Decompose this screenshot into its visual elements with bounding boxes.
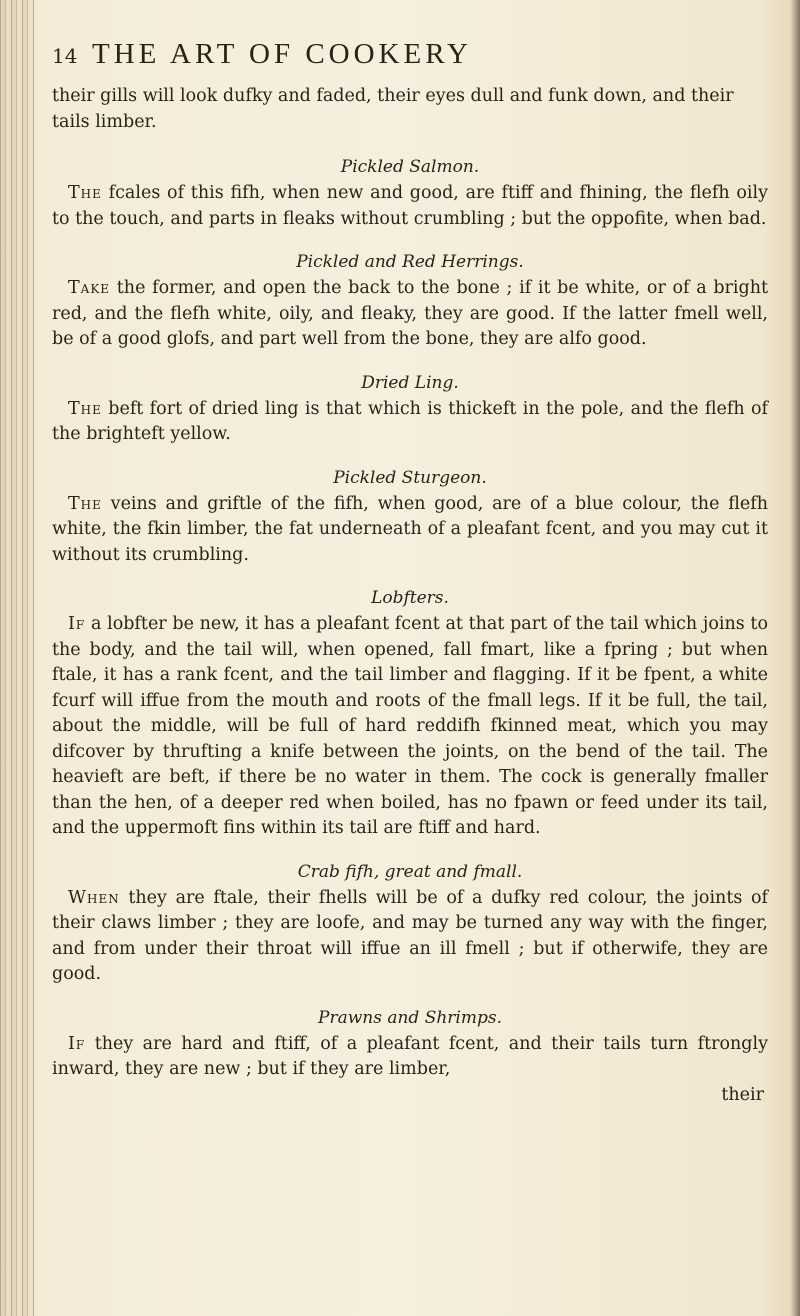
section-lobsters <box>52 588 768 842</box>
catchword: their <box>721 1084 764 1105</box>
lead-word: If <box>68 1033 86 1054</box>
section-pickled-sturgeon <box>52 468 768 569</box>
page-content <box>52 38 768 1108</box>
paragraph-text: a lobfter be new, it has a pleafant fcent at that part of the tail which joins to the body, and the tail will, when opened, fall fmart, like a fpring ; but when ftale, it has a rank fcent, and the tail limber and flagging. If it be fpent, a white fcurf will iffue from the mouth and roots of the fmall legs. If it be full, the tail, about the middle, will be full of hard reddifh fkinned meat, which you may difcover by thrufting a knife between the joints, on the bend of the tail. The heavieft are beft, if there be no water in them. The cock is generally fmaller than the hen, of a deeper red when boiled, has no fpawn or feed under its tail, and the uppermoft fins within its tail are ftiff and hard. <box>52 614 768 838</box>
lead-word: When <box>68 887 120 908</box>
paragraph-text: fcales of this fifh, when new and good, are ftiff and fhining, the flefh oily to the touch, and parts in fleaks without crumbling ; but the oppofite, when bad. <box>52 183 768 229</box>
section-dried-ling <box>52 373 768 448</box>
book-gutter <box>0 0 34 1316</box>
section-pickled-salmon <box>52 157 768 232</box>
section-heading: Prawns and Shrimps. <box>318 1007 502 1028</box>
section-heading: Crab fifh, great and fmall. <box>297 861 523 882</box>
lead-word: The <box>68 493 102 514</box>
section-prawns-shrimps <box>52 1008 768 1083</box>
carried-over-text: their gills will look dufky and faded, their eyes dull and funk down, and their tails limber. <box>52 86 734 132</box>
lead-word: The <box>68 398 102 419</box>
section-heading: Pickled Sturgeon. <box>333 467 487 488</box>
page-number: 14 <box>52 44 78 68</box>
paragraph-text: veins and griftle of the fifh, when good, are of a blue colour, the flefh white, the fkin limber, the fat underneath of a pleafant fcent, and you may cut it without its crumbling. <box>52 493 768 565</box>
section-paragraph <box>52 397 768 448</box>
lead-word: If <box>68 614 86 634</box>
paragraph-text: they are hard and ftiff, of a pleafant fcent, and their tails turn ftrongly inward, they are new ; but if they are limber, <box>52 1033 768 1079</box>
section-paragraph <box>52 612 768 842</box>
section-paragraph <box>52 276 768 353</box>
section-pickled-red-herrings <box>52 252 768 353</box>
lead-word: The <box>68 183 102 203</box>
paragraph-text: the former, and open the back to the bone ; if it be white, or of a bright red, and the flefh white, oily, and fleaky, they are good. If the latter fmell well, be of a good glofs, and part well from the bone, they are alfo good. <box>52 278 768 349</box>
paragraph-text: they are ftale, their fhells will be of a dufky red colour, the joints of their claws limber ; they are loofe, and may be turned any way with the finger, and from under their throat will iffue an ill fmell ; but if otherwife, they are good. <box>52 887 768 984</box>
section-crab-fish <box>52 862 768 988</box>
section-paragraph <box>52 492 768 569</box>
section-heading: Dried Ling. <box>361 372 459 393</box>
lead-word: Take <box>68 278 111 298</box>
page-header <box>52 38 768 78</box>
running-title: THE ART OF COOKERY <box>92 38 472 70</box>
section-heading: Pickled Salmon. <box>340 157 480 177</box>
section-heading: Lobfters. <box>371 588 449 608</box>
section-paragraph <box>52 181 768 232</box>
section-paragraph <box>52 886 768 988</box>
section-heading: Pickled and Red Herrings. <box>296 252 524 272</box>
page-edge <box>790 0 800 1316</box>
paragraph-text: beft fort of dried ling is that which is thickeft in the pole, and the flefh of the brighteft yellow. <box>52 398 768 444</box>
section-paragraph <box>52 1032 768 1083</box>
